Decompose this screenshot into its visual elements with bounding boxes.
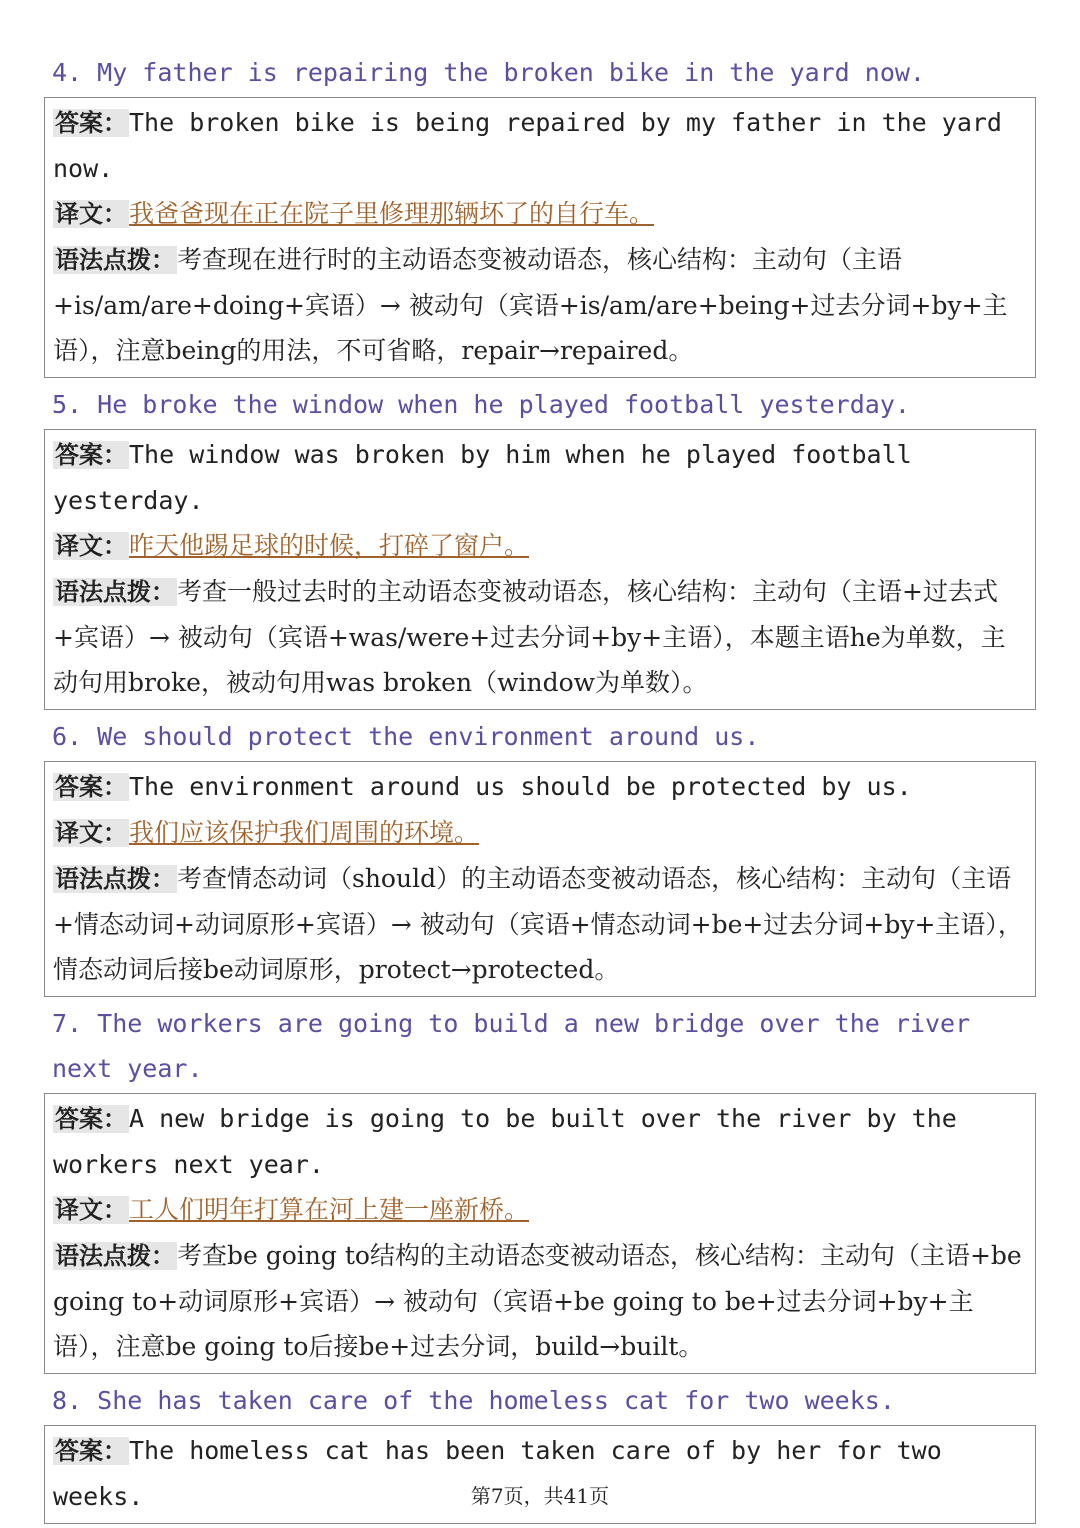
- answer-label: 答案：: [55, 441, 127, 469]
- answer-label: 答案：: [55, 1105, 127, 1133]
- answer-label: 答案：: [55, 1437, 127, 1465]
- exercise-list: [44, 50, 1036, 1528]
- answer-box-7: [44, 1093, 1036, 1374]
- question-5: 5. He broke the window when he played football yesterday.: [52, 390, 910, 419]
- translation-text-5: 昨天他踢足球的时候，打碎了窗户。: [129, 531, 530, 560]
- question-8: 8. She has taken care of the homeless cat for two weeks.: [52, 1386, 895, 1415]
- grammar-label: 语法点拨：: [55, 246, 175, 274]
- answer-text-4: The broken bike is being repaired by my father in the yard now.: [53, 108, 1002, 183]
- grammar-text-4: 考查现在进行时的主动语态变被动语态，核心结构：主动句（主语+is/am/are+doing+宾语）→ 被动句（宾语+is/am/are+being+过去分词+by+主语），注意being的用法，不可省略，repair→repaired。: [53, 245, 1008, 365]
- grammar-label: 语法点拨：: [55, 1242, 175, 1270]
- answer-box-5: [44, 429, 1036, 710]
- answer-label: 答案：: [55, 773, 127, 801]
- answer-box-6: [44, 761, 1036, 997]
- answer-box-4: [44, 97, 1036, 378]
- answer-label: 答案：: [55, 109, 127, 137]
- answer-text-6: The environment around us should be protected by us.: [129, 772, 912, 801]
- translation-label: 译文：: [55, 819, 127, 847]
- grammar-label: 语法点拨：: [55, 578, 175, 606]
- grammar-text-6: 考查情态动词（should）的主动语态变被动语态，核心结构：主动句（主语+情态动词+动词原形+宾语）→ 被动句（宾语+情态动词+be+过去分词+by+主语），情态动词后接be动词原形，protect→protected。: [53, 864, 1023, 984]
- question-4: 4. My father is repairing the broken bike in the yard now.: [52, 58, 925, 87]
- answer-text-7: A new bridge is going to be built over the river by the workers next year.: [53, 1104, 957, 1179]
- translation-text-6: 我们应该保护我们周围的环境。: [129, 818, 480, 847]
- translation-label: 译文：: [55, 1196, 127, 1224]
- grammar-text-5: 考查一般过去时的主动语态变被动语态，核心结构：主动句（主语+过去式+宾语）→ 被动句（宾语+was/were+过去分词+by+主语），本题主语he为单数，主动句用broke，被动句用was broken（window为单数）。: [53, 577, 1006, 697]
- grammar-label: 语法点拨：: [55, 865, 175, 893]
- page-number: 第7页，共41页: [470, 1484, 610, 1508]
- grammar-text-7: 考查be going to结构的主动语态变被动语态，核心结构：主动句（主语+be going to+动词原形+宾语）→ 被动句（宾语+be going to be+过去分词+by+主语），注意be going to后接be+过去分词，build→built。: [53, 1241, 1022, 1361]
- answer-text-5: The window was broken by him when he played football yesterday.: [53, 440, 912, 515]
- answer-box-8: [44, 1425, 1036, 1524]
- translation-label: 译文：: [55, 200, 127, 228]
- translation-text-7: 工人们明年打算在河上建一座新桥。: [129, 1195, 530, 1224]
- translation-text-4: 我爸爸现在正在院子里修理那辆坏了的自行车。: [129, 199, 655, 228]
- translation-label: 译文：: [55, 532, 127, 560]
- answer-text-8: The homeless cat has been taken care of by her for two weeks.: [53, 1436, 942, 1511]
- question-7: 7. The workers are going to build a new bridge over the river next year.: [52, 1009, 971, 1083]
- question-6: 6. We should protect the environment around us.: [52, 722, 760, 751]
